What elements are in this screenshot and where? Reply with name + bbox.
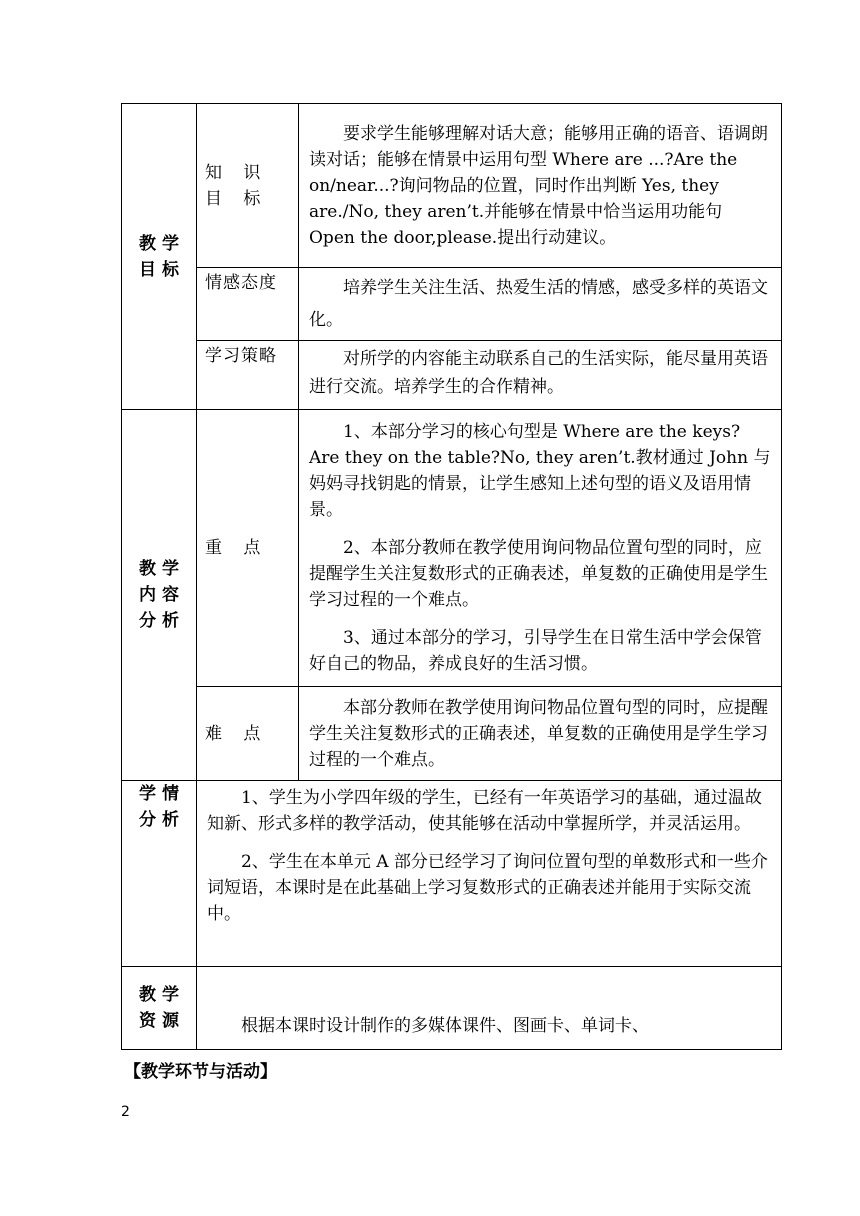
text-student-analysis	[197, 781, 782, 967]
category-student-analysis: 学 情 分 析	[122, 781, 197, 967]
text-emotion-attitude: 培养学生关注生活、热爱生活的情感，感受多样的英语文化。	[299, 268, 782, 341]
row-emotion-attitude	[122, 268, 782, 341]
row-difficulties	[122, 687, 782, 781]
row-knowledge-objectives	[122, 104, 782, 268]
student-analysis-paragraph-2: 2、学生在本单元 A 部分已经学习了询问位置句型的单数形式和一些介词短语，本课时是在此基础上学习复数形式的正确表述并能用于实际交流中。	[207, 852, 768, 924]
key-point-3: 3、通过本部分的学习，引导学生在日常生活中学会保管好自己的物品，养成良好的生活习惯。	[309, 628, 762, 674]
category-teaching-resources: 教 学 资 源	[122, 967, 197, 1050]
section-heading: 【教学环节与活动】	[124, 1062, 277, 1082]
text-knowledge-objectives: 要求学生能够理解对话大意；能够用正确的语音、语调朗读对话；能够在情景中运用句型 Where are ...?Are the on/near...?询问物品的位置，同时作出判断 Yes, they are./No, they aren’t.并能够在情景中恰当运用功能句 Open the door,please.提出行动建议。	[299, 104, 782, 268]
row-key-points	[122, 410, 782, 687]
category-content-analysis: 教 学 内 容 分 析	[122, 410, 197, 781]
label-emotion-attitude: 情感态度	[197, 268, 299, 341]
row-student-analysis	[122, 781, 782, 967]
label-knowledge-objectives: 知 识 目 标	[197, 104, 299, 268]
text-learning-strategy: 对所学的内容能主动联系自己的生活实际，能尽量用英语进行交流。培养学生的合作精神。	[299, 341, 782, 410]
label-difficulties: 难 点	[197, 687, 299, 781]
page-number: 2	[121, 1104, 130, 1120]
text-difficulties: 本部分教师在教学使用询问物品位置句型的同时，应提醒学生关注复数形式的正确表述，单复数的正确使用是学生学习过程的一个难点。	[299, 687, 782, 781]
key-point-1: 1、本部分学习的核心句型是 Where are the keys? Are they on the table?No, they aren’t.教材通过 John 与妈妈寻找钥匙的情景，让学生感知上述句型的语义及语用情景。	[309, 422, 771, 520]
text-key-points	[299, 410, 782, 687]
row-learning-strategy	[122, 341, 782, 410]
student-analysis-paragraph-1: 1、学生为小学四年级的学生，已经有一年英语学习的基础，通过温故知新、形式多样的教学活动，使其能够在活动中掌握所学，并灵活运用。	[207, 788, 762, 834]
row-teaching-resources	[122, 967, 782, 1050]
category-teaching-objectives: 教 学 目 标	[122, 104, 197, 410]
label-learning-strategy: 学习策略	[197, 341, 299, 410]
text-teaching-resources: 根据本课时设计制作的多媒体课件、图画卡、单词卡、	[197, 967, 782, 1050]
label-key-points: 重 点	[197, 410, 299, 687]
key-point-2: 2、本部分教师在教学使用询问物品位置句型的同时，应提醒学生关注复数形式的正确表述，单复数的正确使用是学生学习过程的一个难点。	[309, 538, 768, 610]
lesson-plan-table	[121, 103, 782, 1050]
